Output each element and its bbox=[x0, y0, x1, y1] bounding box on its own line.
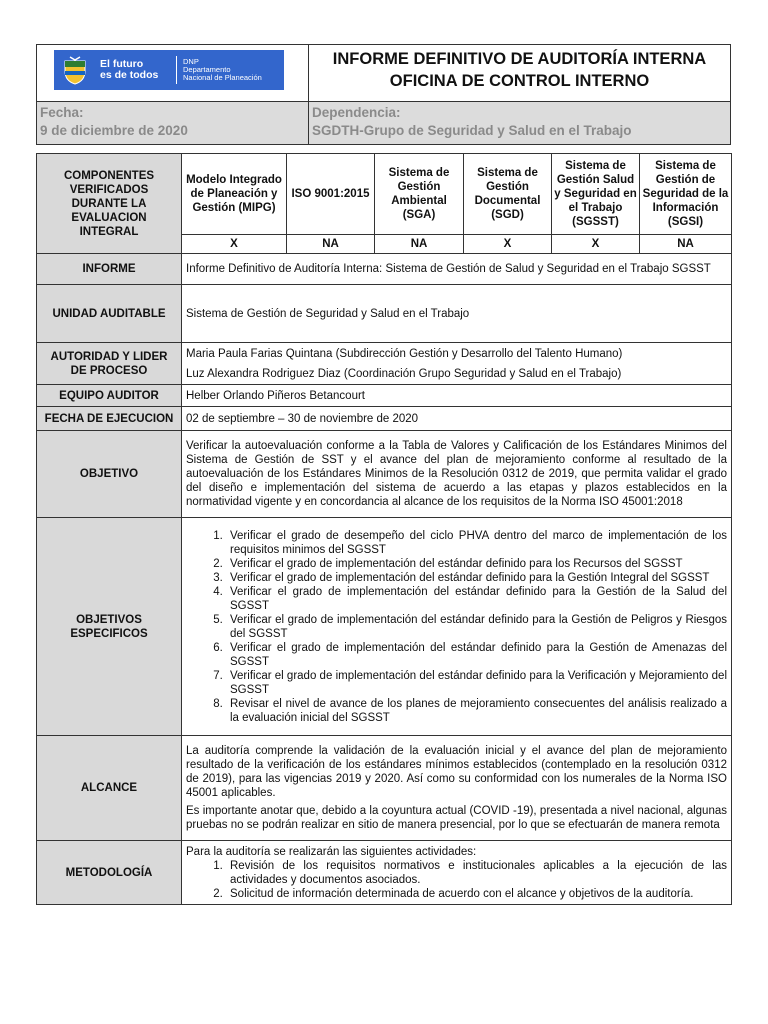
metodologia-label: METODOLOGÍA bbox=[37, 841, 182, 905]
logo-line1: El futuro bbox=[100, 58, 144, 70]
dependencia-label: Dependencia: bbox=[312, 105, 401, 120]
row-metodologia bbox=[37, 841, 732, 905]
mark-sga: NA bbox=[375, 235, 464, 254]
fecha-cell bbox=[37, 102, 309, 145]
title-line2: OFICINA DE CONTROL INTERNO bbox=[389, 72, 650, 90]
fecha-ejec-value: 02 de septiembre – 30 de noviembre de 2020 bbox=[182, 407, 732, 431]
dependencia-value: SGDTH-Grupo de Seguridad y Salud en el Trabajo bbox=[312, 123, 632, 138]
row-informe bbox=[37, 254, 732, 285]
components-header-row bbox=[37, 154, 732, 235]
list-item: 3. Verificar el grado de implementación del estándar definido para la Gestión Integral del SGSST bbox=[226, 571, 727, 585]
row-fecha-ejecucion bbox=[37, 407, 732, 431]
informe-value: Informe Definitivo de Auditoría Interna: Sistema de Gestión de Salud y Seguridad en el Trabajo SGSST bbox=[182, 254, 732, 285]
document-title bbox=[309, 45, 731, 102]
fecha-value: 9 de diciembre de 2020 bbox=[40, 123, 188, 138]
title-line1: INFORME DEFINITIVO DE AUDITORÍA INTERNA bbox=[332, 50, 707, 68]
dependencia-cell bbox=[309, 102, 731, 145]
list-item: 4. Verificar el grado de implementación del estándar definido para la Gestión de la Salud del SGSST bbox=[226, 585, 727, 613]
list-item: 5. Verificar el grado de implementación del estándar definido para la Gestión de Peligros y Riesgos del SGSST bbox=[226, 613, 727, 641]
list-item: 7. Verificar el grado de implementación del estándar definido para la Verificación y Mejoramiento del SGSST bbox=[226, 669, 727, 697]
equipo-value: Helber Orlando Piñeros Betancourt bbox=[182, 385, 732, 407]
fecha-label: Fecha: bbox=[40, 105, 84, 120]
list-item: 1. Verificar el grado de desempeño del ciclo PHVA dentro del marco de implementación de los requisitos minimos del SGSST bbox=[226, 529, 727, 557]
unidad-value: Sistema de Gestión de Seguridad y Salud en el Trabajo bbox=[182, 285, 732, 343]
list-item: 1. Revisión de los requisitos normativos e institucionales aplicables a la ejecución de las actividades y documentos asociados. bbox=[226, 859, 727, 887]
alcance-p2: Es importante anotar que, debido a la coyuntura actual (COVID -19), presentada a nivel nacional, algunas pruebas no se podrán realizar en sitio de manera presencial, por lo que se efectuarán de manera remota bbox=[186, 805, 727, 831]
mark-mipg: X bbox=[182, 235, 287, 254]
mark-sgsst: X bbox=[552, 235, 640, 254]
equipo-label: EQUIPO AUDITOR bbox=[37, 385, 182, 407]
mark-sgd: X bbox=[464, 235, 552, 254]
logo-cell bbox=[37, 45, 309, 102]
document-header bbox=[36, 44, 731, 145]
col-sga: Sistema de Gestión Ambiental (SGA) bbox=[375, 154, 464, 235]
colombia-shield-icon bbox=[62, 55, 88, 85]
row-autoridad bbox=[37, 343, 732, 385]
list-item: 2. Verificar el grado de implementación del estándar definido para los Recursos del SGSST bbox=[226, 557, 727, 571]
row-alcance bbox=[37, 736, 732, 841]
logo-org3: Nacional de Planeación bbox=[183, 73, 262, 82]
list-item: 8. Revisar el nivel de avance de los planes de mejoramiento consecuentes del análisis realizado a la evaluación inicial del SGSST bbox=[226, 697, 727, 725]
metodologia-intro: Para la auditoría se realizarán las siguientes actividades: bbox=[186, 845, 477, 858]
autoridad-line1: Maria Paula Farias Quintana (Subdirección Gestión y Desarrollo del Talento Humano) bbox=[186, 347, 623, 360]
informe-label: INFORME bbox=[37, 254, 182, 285]
unidad-label: UNIDAD AUDITABLE bbox=[37, 285, 182, 343]
logo-org2: Departamento bbox=[183, 65, 231, 74]
dnp-logo bbox=[54, 50, 284, 90]
row-equipo bbox=[37, 385, 732, 407]
audit-table bbox=[36, 153, 732, 905]
objetivo-value: Verificar la autoevaluación conforme a la Tabla de Valores y Calificación de los Estándares Minimos del Sistema de Gestión de SST y el avance del plan de mejoramiento conforme al resultado de la autoevaluación de los Estándares Minimos de la Resolución 0312 de 2019, que permita validar el grado del diseño e implementación del sistema de acuerdo a las etapas y plazos establecidos en la normatividad vigente y en concordancia al alcance de los requisitos de la Norma ISO 45001:2018 bbox=[182, 431, 732, 518]
especificos-list bbox=[186, 529, 727, 725]
components-label: COMPONENTES VERIFICADOS DURANTE LA EVALUACION INTEGRAL bbox=[37, 154, 182, 254]
fecha-ejec-label: FECHA DE EJECUCION bbox=[37, 407, 182, 431]
list-item: 2. Solicitud de información determinada de acuerdo con el alcance y objetivos de la auditoría. bbox=[226, 887, 727, 901]
col-iso9001: ISO 9001:2015 bbox=[287, 154, 375, 235]
row-objetivo bbox=[37, 431, 732, 518]
list-item: 6. Verificar el grado de implementación del estándar definido para la Gestión de Amenazas del SGSST bbox=[226, 641, 727, 669]
col-sgsst: Sistema de Gestión Salud y Seguridad en el Trabajo (SGSST) bbox=[552, 154, 640, 235]
autoridad-line2: Luz Alexandra Rodriguez Diaz (Coordinación Grupo Seguridad y Salud en el Trabajo) bbox=[186, 367, 622, 380]
row-objetivos-especificos bbox=[37, 518, 732, 736]
metodologia-list bbox=[186, 859, 727, 901]
mark-sgsi: NA bbox=[640, 235, 732, 254]
alcance-p1: La auditoría comprende la validación de la evaluación inicial y el avance del plan de mejoramiento resultado de la verificación de los estándares mínimos establecidos (contemplado en la resolución 0312 de 2019), para las vigencias 2019 y 2020. Así como su conformidad con los numerales de la Norma ISO 45001 aplicables. bbox=[186, 745, 727, 799]
objetivo-label: OBJETIVO bbox=[37, 431, 182, 518]
logo-divider bbox=[176, 56, 177, 84]
col-sgd: Sistema de Gestión Documental (SGD) bbox=[464, 154, 552, 235]
col-sgsi: Sistema de Gestión de Seguridad de la Información (SGSI) bbox=[640, 154, 732, 235]
especificos-label: OBJETIVOS ESPECIFICOS bbox=[37, 518, 182, 736]
alcance-label: ALCANCE bbox=[37, 736, 182, 841]
mark-iso9001: NA bbox=[287, 235, 375, 254]
logo-line2: es de todos bbox=[100, 69, 159, 81]
col-mipg: Modelo Integrado de Planeación y Gestión (MIPG) bbox=[182, 154, 287, 235]
row-unidad bbox=[37, 285, 732, 343]
logo-org1: DNP bbox=[183, 57, 199, 66]
autoridad-label: AUTORIDAD Y LIDER DE PROCESO bbox=[37, 343, 182, 385]
